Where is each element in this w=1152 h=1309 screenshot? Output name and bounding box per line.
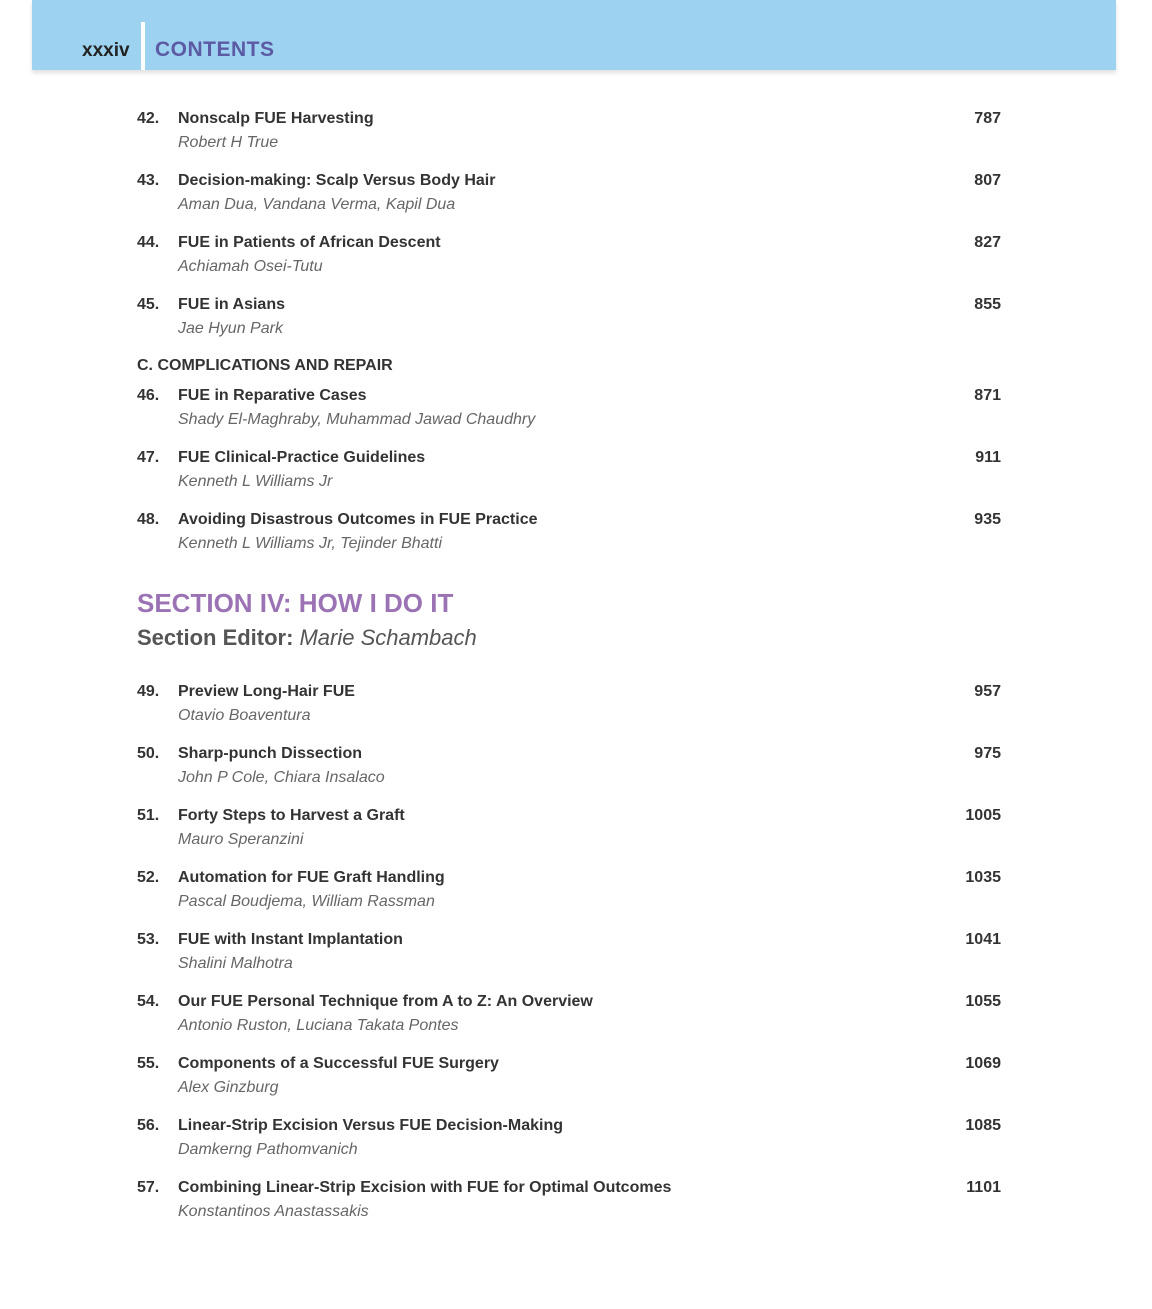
chapter-authors: Kenneth L Williams Jr [178,473,333,490]
chapter-title[interactable]: Automation for FUE Graft Handling [178,869,445,886]
chapter-authors: Pascal Boudjema, William Rassman [178,893,435,910]
chapter-number: 46. [137,387,160,404]
chapter-page: 1005 [965,807,1001,824]
chapter-authors: Achiamah Osei-Tutu [178,258,323,275]
toc-entry[interactable] [0,1055,1152,1107]
page-title: CONTENTS [155,38,275,61]
chapter-authors: John P Cole, Chiara Insalaco [178,769,385,786]
chapter-page: 787 [974,110,1001,127]
chapter-authors: Damkerng Pathomvanich [178,1141,358,1158]
chapter-number: 44. [137,234,160,251]
subsection-heading: C. COMPLICATIONS AND REPAIR [137,357,393,374]
section-editor-label: Section Editor: [137,625,294,650]
toc-entry[interactable] [0,869,1152,921]
chapter-page: 957 [974,683,1001,700]
toc-entry[interactable] [0,1179,1152,1231]
chapter-authors: Jae Hyun Park [178,320,283,337]
chapter-title[interactable]: Preview Long-Hair FUE [178,683,355,700]
chapter-page: 911 [975,449,1001,466]
section-heading: SECTION IV: HOW I DO IT [137,588,454,618]
chapter-page: 975 [974,745,1001,762]
chapter-number: 48. [137,511,160,528]
chapter-title[interactable]: FUE with Instant Implantation [178,931,403,948]
chapter-number: 47. [137,449,160,466]
chapter-title[interactable]: FUE in Reparative Cases [178,387,367,404]
chapter-page: 855 [974,296,1001,313]
toc-entry[interactable] [0,683,1152,735]
chapter-title[interactable]: Avoiding Disastrous Outcomes in FUE Practice [178,511,538,528]
chapter-number: 53. [137,931,160,948]
chapter-authors: Aman Dua, Vandana Verma, Kapil Dua [178,196,456,213]
chapter-authors: Otavio Boaventura [178,707,311,724]
chapter-title[interactable]: FUE in Asians [178,296,285,313]
chapter-authors: Alex Ginzburg [178,1079,279,1096]
chapter-authors: Antonio Ruston, Luciana Takata Pontes [178,1017,459,1034]
chapter-authors: Kenneth L Williams Jr, Tejinder Bhatti [178,535,442,552]
chapter-number: 43. [137,172,160,189]
toc-entry[interactable] [0,449,1152,501]
chapter-title[interactable]: Nonscalp FUE Harvesting [178,110,374,127]
chapter-page: 871 [974,387,1001,404]
page-number: xxxiv [82,40,130,61]
chapter-number: 54. [137,993,160,1010]
chapter-title[interactable]: Our FUE Personal Technique from A to Z: An Overview [178,993,593,1010]
chapter-page: 935 [974,511,1001,528]
chapter-page: 1085 [965,1117,1001,1134]
toc-entry[interactable] [0,511,1152,563]
chapter-title[interactable]: Components of a Successful FUE Surgery [178,1055,499,1072]
toc-entry[interactable] [0,1117,1152,1169]
toc-entry[interactable] [0,931,1152,983]
chapter-title[interactable]: FUE Clinical-Practice Guidelines [178,449,426,466]
chapter-title[interactable]: Forty Steps to Harvest a Graft [178,807,405,824]
chapter-authors: Shalini Malhotra [178,955,293,972]
chapter-title[interactable]: Combining Linear-Strip Excision with FUE for Optimal Outcomes [178,1179,672,1196]
chapter-page: 1101 [966,1179,1001,1196]
chapter-number: 55. [137,1055,160,1072]
chapter-number: 56. [137,1117,160,1134]
chapter-title[interactable]: Linear-Strip Excision Versus FUE Decision-Making [178,1117,563,1134]
chapter-page: 1035 [965,869,1001,886]
chapter-title[interactable]: Decision-making: Scalp Versus Body Hair [178,172,496,189]
section-editor-name: Marie Schambach [299,625,477,650]
chapter-authors: Shady El-Maghraby, Muhammad Jawad Chaudhry [178,411,536,428]
toc-entry[interactable] [0,745,1152,797]
toc-entry[interactable] [0,110,1152,162]
chapter-number: 45. [137,296,160,313]
chapter-authors: Konstantinos Anastassakis [178,1203,369,1220]
toc-entry[interactable] [0,296,1152,348]
chapter-page: 827 [974,234,1001,251]
toc-entry[interactable] [0,234,1152,286]
chapter-authors: Mauro Speranzini [178,831,304,848]
chapter-authors: Robert H True [178,134,279,151]
section-editor [137,625,477,651]
chapter-number: 42. [137,110,160,127]
chapter-title[interactable]: Sharp-punch Dissection [178,745,363,762]
toc-entry[interactable] [0,993,1152,1045]
chapter-number: 49. [137,683,160,700]
chapter-title[interactable]: FUE in Patients of African Descent [178,234,441,251]
toc-entry[interactable] [0,807,1152,859]
header-divider [141,22,145,70]
chapter-page: 1041 [965,931,1001,948]
chapter-number: 52. [137,869,160,886]
chapter-page: 1055 [965,993,1001,1010]
chapter-page: 1069 [965,1055,1001,1072]
chapter-number: 57. [137,1179,160,1196]
toc-entry[interactable] [0,387,1152,439]
chapter-number: 50. [137,745,160,762]
toc-entry[interactable] [0,172,1152,224]
chapter-number: 51. [137,807,160,824]
chapter-page: 807 [974,172,1001,189]
